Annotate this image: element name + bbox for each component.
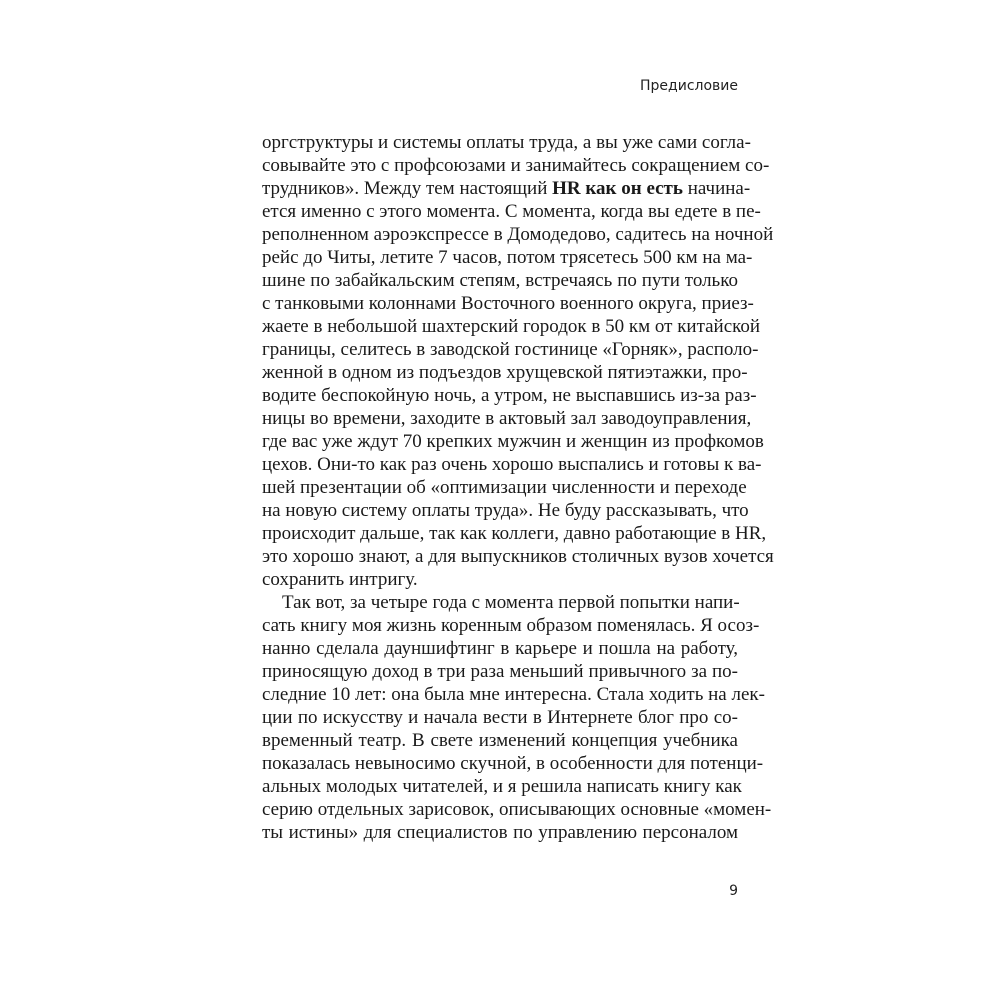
text-line: границы, селитесь в заводской гостинице «Горняк», располо- <box>262 339 759 361</box>
text-line: на новую систему оплаты труда». Не буду рассказывать, что <box>262 500 749 522</box>
text-segment: трудников». Между тем настоящий <box>262 178 553 200</box>
bold-phrase: HR как он есть <box>552 178 683 200</box>
text-line: совывайте это с профсоюзами и занимайтесь сокращением со- <box>262 155 770 177</box>
text-line: оргструктуры и системы оплаты труда, а вы уже сами согла- <box>262 132 751 153</box>
text-line: цехов. Они-то как раз очень хорошо выспались и готовы к ва- <box>262 454 762 476</box>
text-line: женной в одном из подъездов хрущевской пятиэтажки, про- <box>262 362 748 384</box>
paragraph-1 <box>262 131 774 591</box>
text-line: это хорошо знают, а для выпускников столичных вузов хочется <box>262 546 774 568</box>
text-line: показалась невыносимо скучной, в особенности для потенци- <box>262 753 764 775</box>
text-line: временный театр. В свете изменений концепция учебника <box>262 730 738 752</box>
text-line: ты истины» для специалистов по управлению персоналом <box>262 822 738 844</box>
text-line: происходит дальше, так как коллеги, давно работающие в HR, <box>262 523 767 545</box>
text-line: сохранить интригу. <box>262 569 418 591</box>
text-line: ницы во времени, заходите в актовый зал заводоуправления, <box>262 408 752 430</box>
text-line: ется именно с этого момента. С момента, когда вы едете в пе- <box>262 201 761 223</box>
text-segment: начина- <box>682 178 751 200</box>
body-text <box>262 131 774 844</box>
text-line: ции по искусству и начала вести в Интернете блог про со- <box>262 707 738 729</box>
text-line: приносящую доход в три раза меньший привычного за по- <box>262 661 738 683</box>
text-line: альных молодых читателей, и я решила написать книгу как <box>262 776 742 798</box>
text-line: с танковыми колоннами Восточного военного округа, приез- <box>262 293 754 315</box>
text-line: сать книгу моя жизнь коренным образом поменялась. Я осоз- <box>262 615 760 637</box>
text-line: водите беспокойную ночь, а утром, не выспавшись из-за раз- <box>262 385 757 407</box>
text-line <box>262 177 751 200</box>
text-line: шине по забайкальским степям, встречаясь по пути только <box>262 270 738 292</box>
text-line: Так вот, за четыре года с момента первой попытки напи- <box>282 592 740 614</box>
text-line: реполненном аэроэкспрессе в Домодедово, садитесь на ночной <box>262 224 774 246</box>
running-header: Предисловие <box>640 78 738 94</box>
text-line: следние 10 лет: она была мне интересна. Стала ходить на лек- <box>262 684 765 706</box>
text-line: шей презентации об «оптимизации численности и переходе <box>262 477 747 499</box>
text-line: рейс до Читы, летите 7 часов, потом трясетесь 500 км на ма- <box>262 247 753 269</box>
text-line: серию отдельных зарисовок, описывающих основные «момен- <box>262 799 772 821</box>
page-number: 9 <box>729 883 738 899</box>
paragraph-2 <box>262 591 772 844</box>
text-line: где вас уже ждут 70 крепких мужчин и женщин из профкомов <box>262 431 764 453</box>
text-line: жаете в небольшой шахтерский городок в 50 км от китайской <box>262 316 761 338</box>
text-line: нанно сделала дауншифтинг в карьере и пошла на работу, <box>262 638 738 660</box>
